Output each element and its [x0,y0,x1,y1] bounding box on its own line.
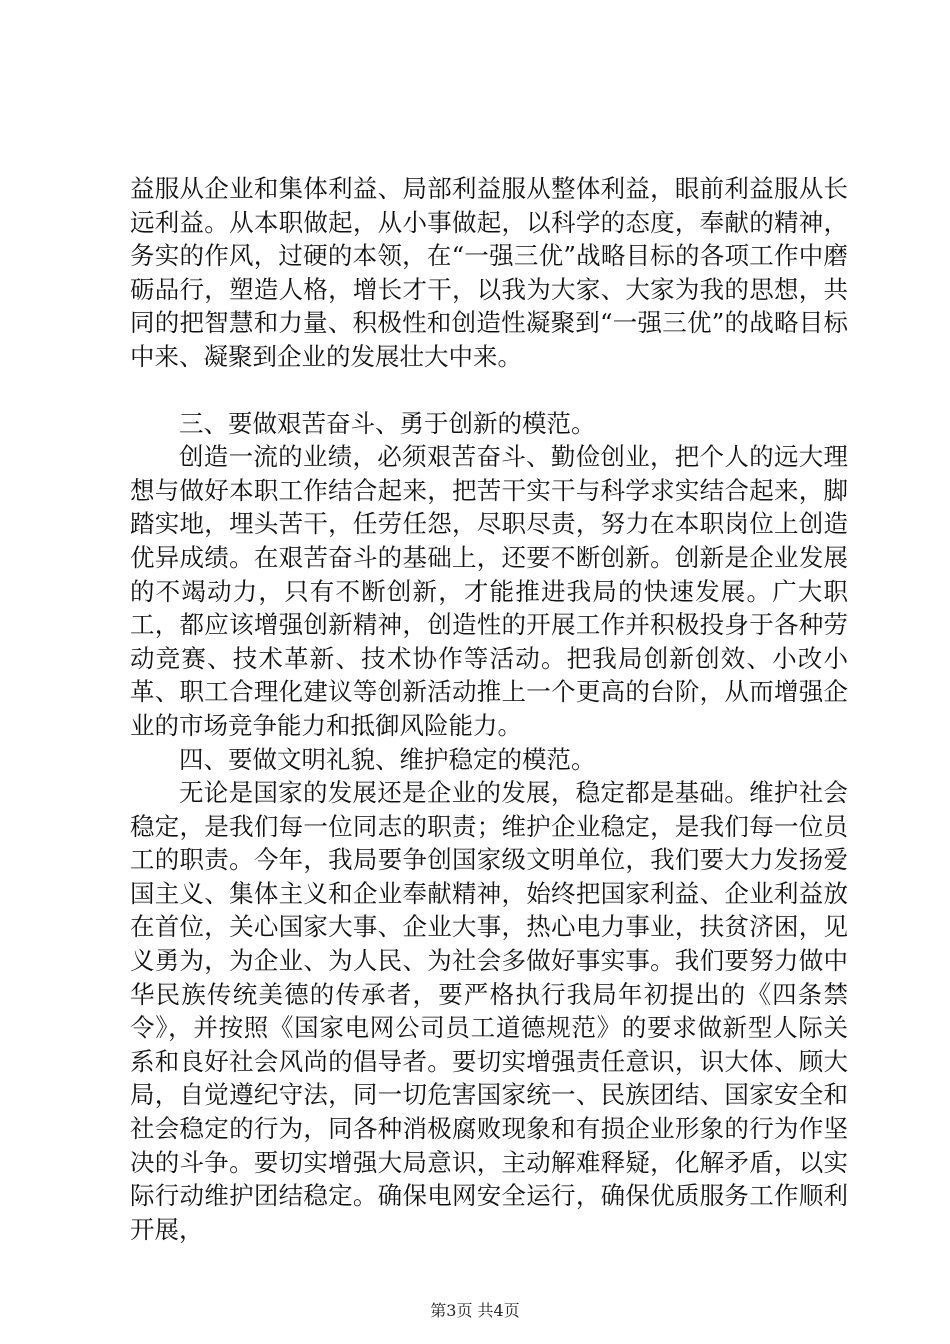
section-heading-three: 三、要做艰苦奋斗、勇于创新的模范。 [179,408,596,438]
paragraph-stability: 无论是国家的发展还是企业的发展，稳定都是基础。维护社会稳定，是我们每一位同志的职责；维护企业稳定，是我们每一位员工的职责。今年，我局要争创国家级文明单位，我们要大力发扬爱国主义、集体主义和企业奉献精神，始终把国家利益、企业利益放在首位，关心国家大事、企业大事，热心电力事业，扶贫济困，见义勇为，为企业、为人民、为社会多做好事实事。我们要努力做中华民族传统美德的传承者，要严格执行我局年初提出的《四条禁令》，并按照《国家电网公司员工道德规范》的要求做新型人际关系和良好社会风尚的倡导者。要切实增强责任意识，识大体、顾大局，自觉遵纪守法，同一切危害国家统一、民族团结、国家安全和社会稳定的行为，同各种消极腐败现象和有损企业形象的行为作坚决的斗争。要切实增强大局意识，主动解难释疑，化解矛盾，以实际行动维护团结稳定。确保电网安全运行，确保优质服务工作顺利开展， [130,778,848,1244]
page-footer: 第3页 共4页 [430,1301,520,1320]
section-heading-four: 四、要做文明礼貌、维护稳定的模范。 [179,744,596,774]
document-body [130,172,848,1246]
paragraph-continuation: 益服从企业和集体利益、局部利益服从整体利益，眼前利益服从长远利益。从本职做起，从小事做起，以科学的态度，奉献的精神，务实的作风，过硬的本领，在“一强三优”战略目标的各项工作中磨砺品行，塑造人格，增长才干，以我为大家、大家为我的思想，共同的把智慧和力量、积极性和创造性凝聚到“一强三优”的战略目标中来、凝聚到企业的发展壮大中来。 [130,174,848,371]
paragraph-gap [130,374,848,407]
paragraph-innovation: 创造一流的业绩，必须艰苦奋斗、勤俭创业，把个人的远大理想与做好本职工作结合起来，把苦干实干与科学求实结合起来，脚踏实地，埋头苦干，任劳任怨，尽职尽责，努力在本职岗位上创造优异成绩。在艰苦奋斗的基础上，还要不断创新。创新是企业发展的不竭动力，只有不断创新，才能推进我局的快速发展。广大职工，都应该增强创新精神，创造性的开展工作并积极投身于各种劳动竞赛、技术革新、技术协作等活动。把我局创新创效、小改小革、职工合理化建议等创新活动推上一个更高的台阶，从而增强企业的市场竞争能力和抵御风险能力。 [130,442,848,740]
